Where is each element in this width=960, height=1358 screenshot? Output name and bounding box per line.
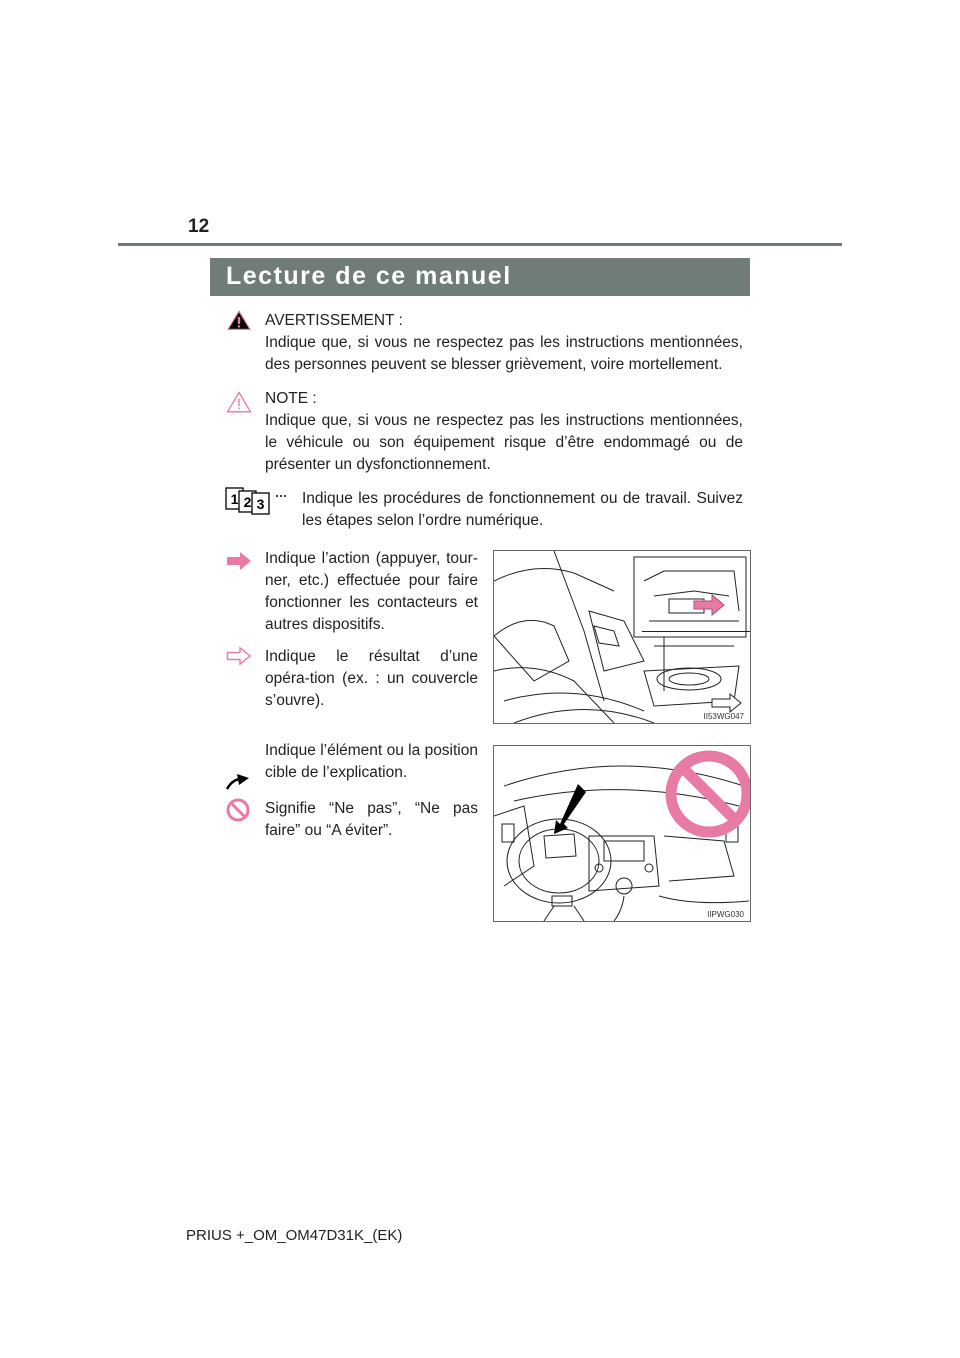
notice-text: Indique que, si vous ne respectez pas les instructions mentionnées, le véhicule ou son équipement risque d’être endommagé ou de présenter un dysfonctionnement.	[265, 412, 743, 473]
target-text: Indique l’élément ou la position cible de l’explication.	[265, 742, 478, 781]
notice-entry	[265, 388, 743, 476]
result-text: Indique le résultat d’une opéra-tion (ex. : un couvercle s’ouvre).	[265, 648, 478, 709]
pointer-arrow-icon	[226, 773, 250, 791]
dashboard-illustration	[494, 746, 750, 921]
warning-text: Indique que, si vous ne respectez pas les instructions mentionnées, des personnes peuvent se blesser grièvement, voire mortellement.	[265, 334, 743, 373]
prohibited-text: Signifie “Ne pas”, “Ne pas faire” ou “A éviter”.	[265, 800, 478, 839]
warning-entry	[265, 310, 743, 376]
page-footer: PRIUS +_OM_OM47D31K_(EK)	[186, 1227, 403, 1244]
step-digit-3: 3	[256, 496, 265, 512]
numbered-steps-icon	[225, 487, 293, 515]
notice-label: NOTE :	[265, 390, 317, 407]
outline-arrow-icon	[226, 646, 252, 666]
section-title: Lecture de ce manuel	[226, 262, 512, 290]
prohibited-icon	[226, 798, 250, 822]
top-rule	[118, 243, 842, 246]
page-number: 12	[188, 216, 210, 237]
filled-arrow-icon	[226, 551, 252, 571]
warning-triangle-filled-icon	[226, 309, 252, 331]
action-text: Indique l’action (appuyer, tour-ner, etc.) effectuée pour faire fonctionner les contacteurs et autres dispositifs.	[265, 550, 478, 633]
figure-code: IIPWG030	[707, 910, 744, 919]
figure-cupholder	[493, 550, 751, 724]
cupholder-illustration	[494, 551, 750, 723]
figure-dashboard	[493, 745, 751, 922]
figure-code: II53WG047	[703, 712, 744, 721]
step-digit-1: 1	[230, 491, 239, 507]
warning-label: AVERTISSEMENT :	[265, 312, 403, 329]
steps-text: Indique les procédures de fonctionnement ou de travail. Suivez les étapes selon l’ordre numérique.	[302, 490, 743, 529]
step-digit-2: 2	[243, 494, 252, 510]
section-header	[210, 258, 750, 296]
warning-triangle-outline-icon	[226, 391, 252, 413]
